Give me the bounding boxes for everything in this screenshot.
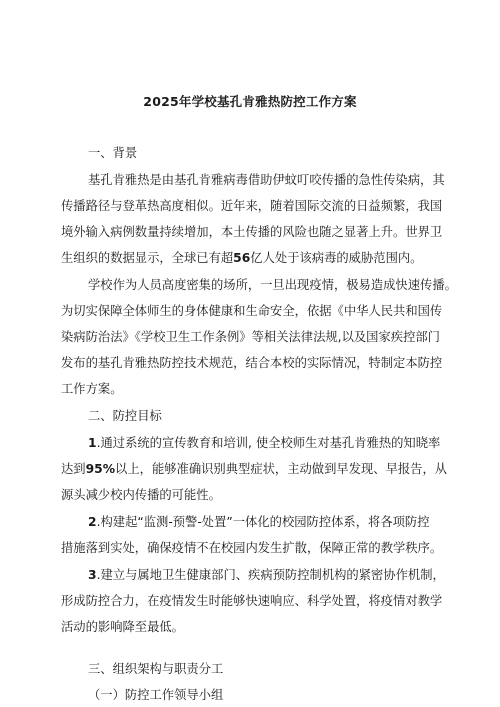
list-number: 3 (88, 568, 97, 582)
paragraph-line: 基孔肯雅热是由基孔肯雅病毒借助伊蚊叮咬传播的急性传染病，其 (88, 173, 445, 187)
text-run: 生组织的数据显示，全球已有超 (61, 251, 234, 265)
paragraph-line (61, 461, 447, 477)
paragraph-line: 措施落到实处，确保疫情不在校园内发生扩散，保障正常的教学秩序。 (61, 541, 443, 555)
paragraph-line (88, 514, 430, 530)
section-heading-goals: 二、防控目标 (88, 409, 162, 423)
paragraph-line (61, 250, 422, 266)
text-run: .建立与属地卫生健康部门、疾病预防控制机构的紧密协作机制， (96, 568, 445, 582)
text-run: .通过系统的宣传教育和培训, 使全校师生对基孔肯雅热的知晓率 (96, 436, 441, 450)
subsection-heading: （一）防控工作领导小组 (88, 688, 224, 702)
text-run: 达到 (61, 462, 86, 476)
paragraph-line: 发布的基孔肯雅热防控技术规范，结合本校的实际情况，特制定本防控 (61, 356, 443, 370)
paragraph-line: 境外输入病例数量持续增加，本土传播的风险也随之显著上升。世界卫 (61, 225, 443, 239)
bold-number: 95% (85, 462, 116, 476)
list-number: 1 (88, 436, 97, 450)
paragraph-line: 源头减少校内传播的可能性。 (61, 488, 221, 502)
paragraph-line: 活动的影响降至最低。 (61, 620, 184, 634)
list-number: 2 (88, 515, 97, 529)
text-run: 亿人处于该病毒的威胁范围内。 (250, 251, 423, 265)
text-run: 以上，能够准确识别典型症状，主动做到早发现、早报告，从 (115, 462, 448, 476)
paragraph-line (88, 567, 445, 583)
paragraph-line: 工作方案。 (61, 382, 123, 396)
paragraph-line: 为切实保障全体师生的身体健康和生命安全，依据《中华人民共和国传 (61, 304, 443, 318)
bold-number: 56 (233, 251, 251, 265)
text-run: .构建起“监测-预警-处置”一体化的校园防控体系，将各项防控 (96, 515, 430, 529)
paragraph-line: 形成防控合力，在疫情发生时能够快速响应、科学处置，将疫情对教学 (61, 594, 443, 608)
section-heading-background: 一、背景 (88, 146, 138, 160)
section-heading-organization: 三、组织架构与职责分工 (88, 662, 224, 676)
document-title: 2025年学校基孔肯雅热防控工作方案 (143, 94, 357, 109)
paragraph-line: 学校作为人员高度密集的场所，一旦出现疫情，极易造成快速传播。 (88, 278, 457, 292)
paragraph-line: 传播路径与登革热高度相似。近年来，随着国际交流的日益频繁，我国 (61, 199, 443, 213)
paragraph-line (88, 435, 440, 451)
paragraph-line: 染病防治法》《学校卫生工作条例》等相关法律法规,以及国家疾控部门 (61, 330, 440, 344)
